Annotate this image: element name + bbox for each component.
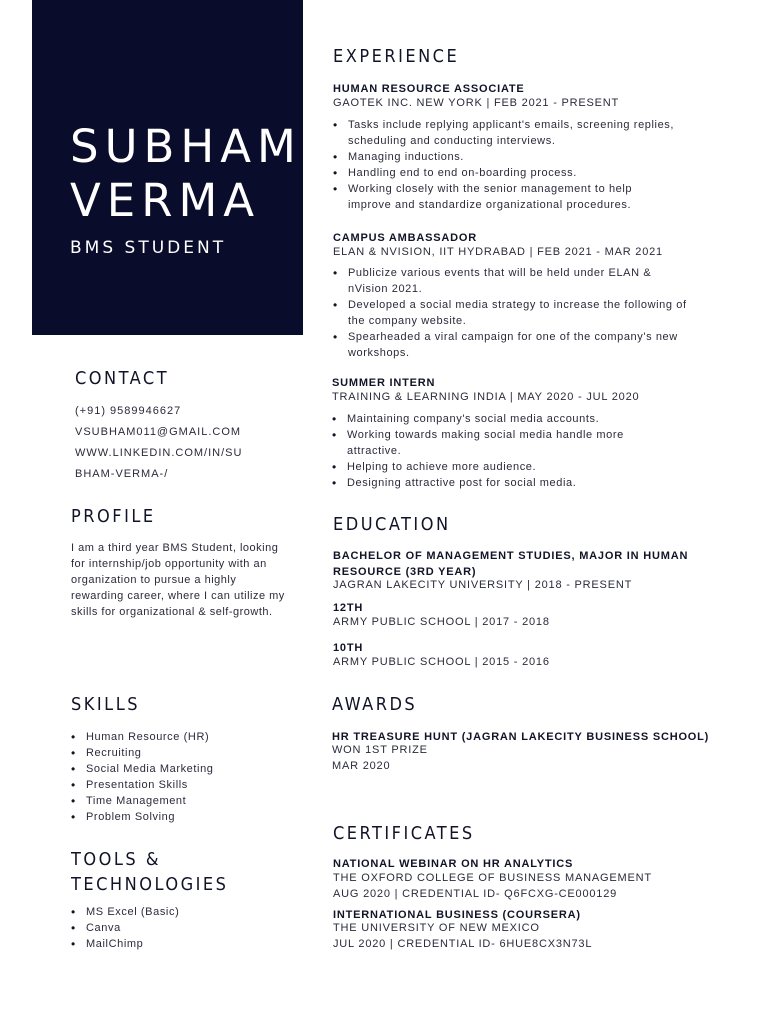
education-heading: EDUCATION [333, 514, 451, 535]
tools-heading-line1: TOOLS & [71, 849, 161, 870]
certificate-title: INTERNATIONAL BUSINESS (COURSERA) [333, 909, 581, 921]
tools-heading-line2: TECHNOLOGIES [71, 874, 229, 895]
job-bullet: • Spearheaded a viral campaign for one of the company's new workshops. [333, 329, 688, 361]
contact-linkedin-line2[interactable]: BHAM-VERMA-/ [75, 468, 169, 480]
skill-item: • Social Media Marketing [71, 761, 291, 777]
tool-item: • Canva [71, 920, 291, 936]
skill-item: • Presentation Skills [71, 777, 291, 793]
award-title: HR TREASURE HUNT (JAGRAN LAKECITY BUSINESS SCHOOL) [332, 731, 710, 743]
job-bullets [332, 411, 677, 491]
role-title: BMS STUDENT [70, 238, 227, 258]
tools-list [71, 904, 291, 952]
tool-item: • MS Excel (Basic) [71, 904, 291, 920]
job-company-dates: ELAN & NVISION, IIT HYDRABAD | FEB 2021 - MAR 2021 [333, 246, 663, 258]
skills-heading: SKILLS [71, 694, 140, 715]
job-bullet: • Working closely with the senior management to help improve and standardize organizational procedures. [333, 181, 678, 213]
job-bullet: • Working towards making social media handle more attractive. [332, 427, 677, 459]
skills-list [71, 729, 291, 825]
job-bullet: • Tasks include replying applicant's emails, screening replies, scheduling and conducting interviews. [333, 117, 678, 149]
education-title: 10TH [333, 642, 364, 654]
skill-item: • Problem Solving [71, 809, 291, 825]
contact-phone: (+91) 9589946627 [75, 405, 182, 417]
job-bullet: • Helping to achieve more audience. [332, 459, 677, 475]
job-bullet: • Handling end to end on-boarding process. [333, 165, 678, 181]
job-company-dates: TRAINING & LEARNING INDIA | MAY 2020 - JUL 2020 [332, 391, 640, 403]
job-company-dates: GAOTEK INC. NEW YORK | FEB 2021 - PRESENT [333, 97, 620, 109]
job-bullet: • Maintaining company's social media accounts. [332, 411, 677, 427]
last-name: VERMA [70, 174, 261, 227]
contact-linkedin-line1[interactable]: WWW.LINKEDIN.COM/IN/SU [75, 447, 243, 459]
certificate-issuer: THE OXFORD COLLEGE OF BUSINESS MANAGEMENT [333, 872, 652, 884]
experience-heading: EXPERIENCE [333, 46, 460, 67]
certificate-title: NATIONAL WEBINAR ON HR ANALYTICS [333, 858, 574, 870]
job-title: CAMPUS AMBASSADOR [333, 232, 477, 244]
education-school-dates: JAGRAN LAKECITY UNIVERSITY | 2018 - PRESENT [333, 579, 633, 591]
job-bullet: • Developed a social media strategy to increase the following of the company website. [333, 297, 688, 329]
education-school-dates: ARMY PUBLIC SCHOOL | 2017 - 2018 [333, 616, 550, 628]
profile-heading: PROFILE [71, 506, 156, 527]
skill-item: • Human Resource (HR) [71, 729, 291, 745]
education-title-line2: RESOURCE (3RD YEAR) [333, 566, 477, 578]
tool-item: • MailChimp [71, 936, 291, 952]
first-name: SUBHAM [70, 120, 302, 173]
profile-text: I am a third year BMS Student, looking for internship/job opportunity with an organization to pursue a highly rewarding career, where I can utilize my skills for organizational & self-growth. [71, 542, 285, 618]
awards-heading: AWARDS [332, 694, 418, 715]
skill-item: • Recruiting [71, 745, 291, 761]
certificates-heading: CERTIFICATES [333, 823, 475, 844]
job-bullet: • Publicize various events that will be held under ELAN & nVision 2021. [333, 265, 688, 297]
education-title-line1: BACHELOR OF MANAGEMENT STUDIES, MAJOR IN HUMAN [333, 550, 689, 562]
job-bullets [333, 265, 688, 361]
contact-email[interactable]: VSUBHAM011@GMAIL.COM [75, 426, 242, 438]
name-header-block [32, 0, 303, 335]
certificate-credential: JUL 2020 | CREDENTIAL ID- 6HUE8CX3N73L [333, 938, 593, 950]
job-bullet: • Designing attractive post for social media. [332, 475, 677, 491]
education-title: 12TH [333, 602, 364, 614]
award-result: WON 1ST PRIZE [332, 744, 428, 756]
certificate-credential: AUG 2020 | CREDENTIAL ID- Q6FCXG-CE000129 [333, 888, 618, 900]
job-title: HUMAN RESOURCE ASSOCIATE [333, 83, 525, 95]
contact-heading: CONTACT [75, 368, 170, 389]
certificate-issuer: THE UNIVERSITY OF NEW MEXICO [333, 922, 540, 934]
job-bullets [333, 117, 678, 213]
education-school-dates: ARMY PUBLIC SCHOOL | 2015 - 2016 [333, 656, 550, 668]
award-date: MAR 2020 [332, 760, 391, 772]
job-title: SUMMER INTERN [332, 377, 436, 389]
skill-item: • Time Management [71, 793, 291, 809]
job-bullet: • Managing inductions. [333, 149, 678, 165]
